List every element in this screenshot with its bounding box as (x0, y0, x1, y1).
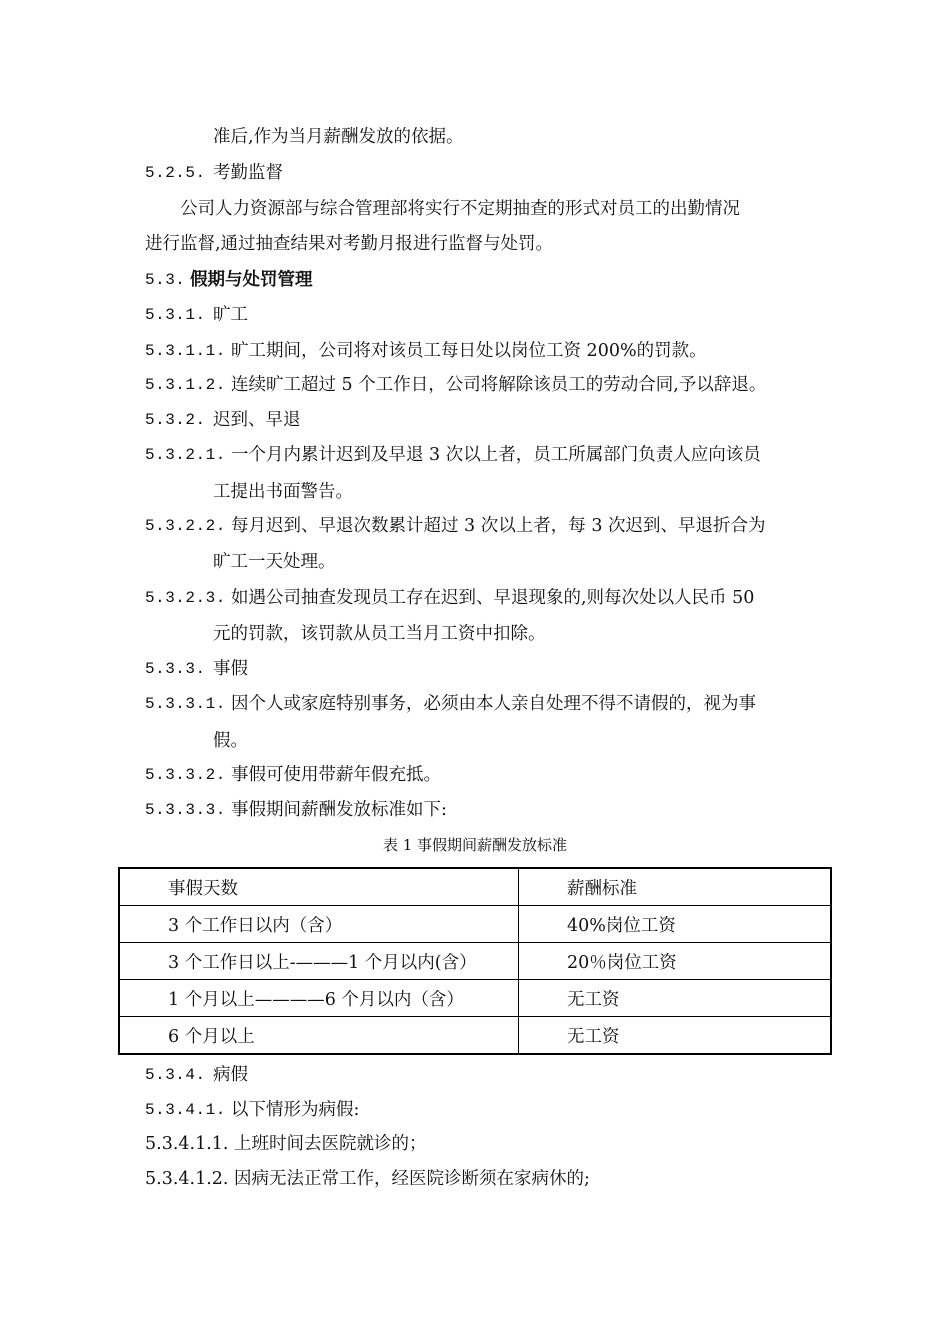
table-cell: 6 个月以上 (119, 1017, 519, 1055)
table-caption: 表 1 事假期间薪酬发放标准 (382, 836, 568, 854)
table-cell: 3 个工作日以内（含） (119, 906, 519, 943)
table-cell: 20％岗位工资 (519, 943, 832, 980)
table-row (119, 943, 831, 980)
table-cell: 无工资 (519, 1017, 832, 1055)
table-row (119, 980, 831, 1017)
table-header-cell: 薪酬标准 (519, 868, 832, 906)
table-row (119, 1017, 831, 1055)
table-cell: 3 个工作日以上-———1 个月以内(含） (119, 943, 519, 980)
leave-pay-table (118, 867, 832, 1055)
table-cell: 40%岗位工资 (519, 906, 832, 943)
table-header-row (119, 868, 831, 906)
table-header-cell: 事假天数 (119, 868, 519, 906)
table-row (119, 906, 831, 943)
table-cell: 1 个月以上————6 个月以内（含） (119, 980, 519, 1017)
table-cell: 无工资 (519, 980, 832, 1017)
document-page: 准后,作为当月薪酬发放的依据。 5.2.5. 考勤监督 公司人力资源部与综合管理部将实行不定期抽查的形式对员工的出勤情况 进行监督,通过抽查结果对考勤月报进行监督与处罚。 5.3. 假期与处罚管理 5.3.1. 旷工 5.3.1.1. 旷工期间，公司将对该员工每日处以岗位工资 200%的罚款。 5.3.1.2. 连续旷工超过 5 个工作日，公司将解除该员工的劳动合同,予以辞退。 5.3.2. 迟到、早退 5.3.2.1. 一个月内累计迟到及早退 3 次以上者，员工所属部门负责人应向该员 工提出书面警告。 5.3.2.2. 每月迟到、早退次数累计超过 3 次以上者，每 3 次迟到、早退折合为 旷工一天处理。 5.3.2.3. 如遇公司抽查发现员工存在迟到、早退现象的,则每次处以人民币 50 元的罚款，该罚款从员工当月工资中扣除。 5.3.3. 事假 5.3.3.1. 因个人或家庭特别事务，必须由本人亲自处理不得不请假的，视为事 假。 5.3.3.2. 事假可使用带薪年假充抵。 5.3.3.3. 事假期间薪酬发放标准如下: 表 1 事假期间薪酬发放标准 事假天数 薪酬标准 3 个工作日以内（含） 40%岗位工资 3 个工作日以上-———1 个月以内(含） 20％岗位工资 1 个月以上————6 个月以内（含） 无工资 6 个月以上 无工资 5.3.4. 病假 5.3.4.1. 以下情形为病假: 5.3.4.1.1. 上班时间去医院就诊的； 5.3.4.1.2. 因病无法正常工作，经医院诊断须在家病休的; (0, 0, 950, 1344)
